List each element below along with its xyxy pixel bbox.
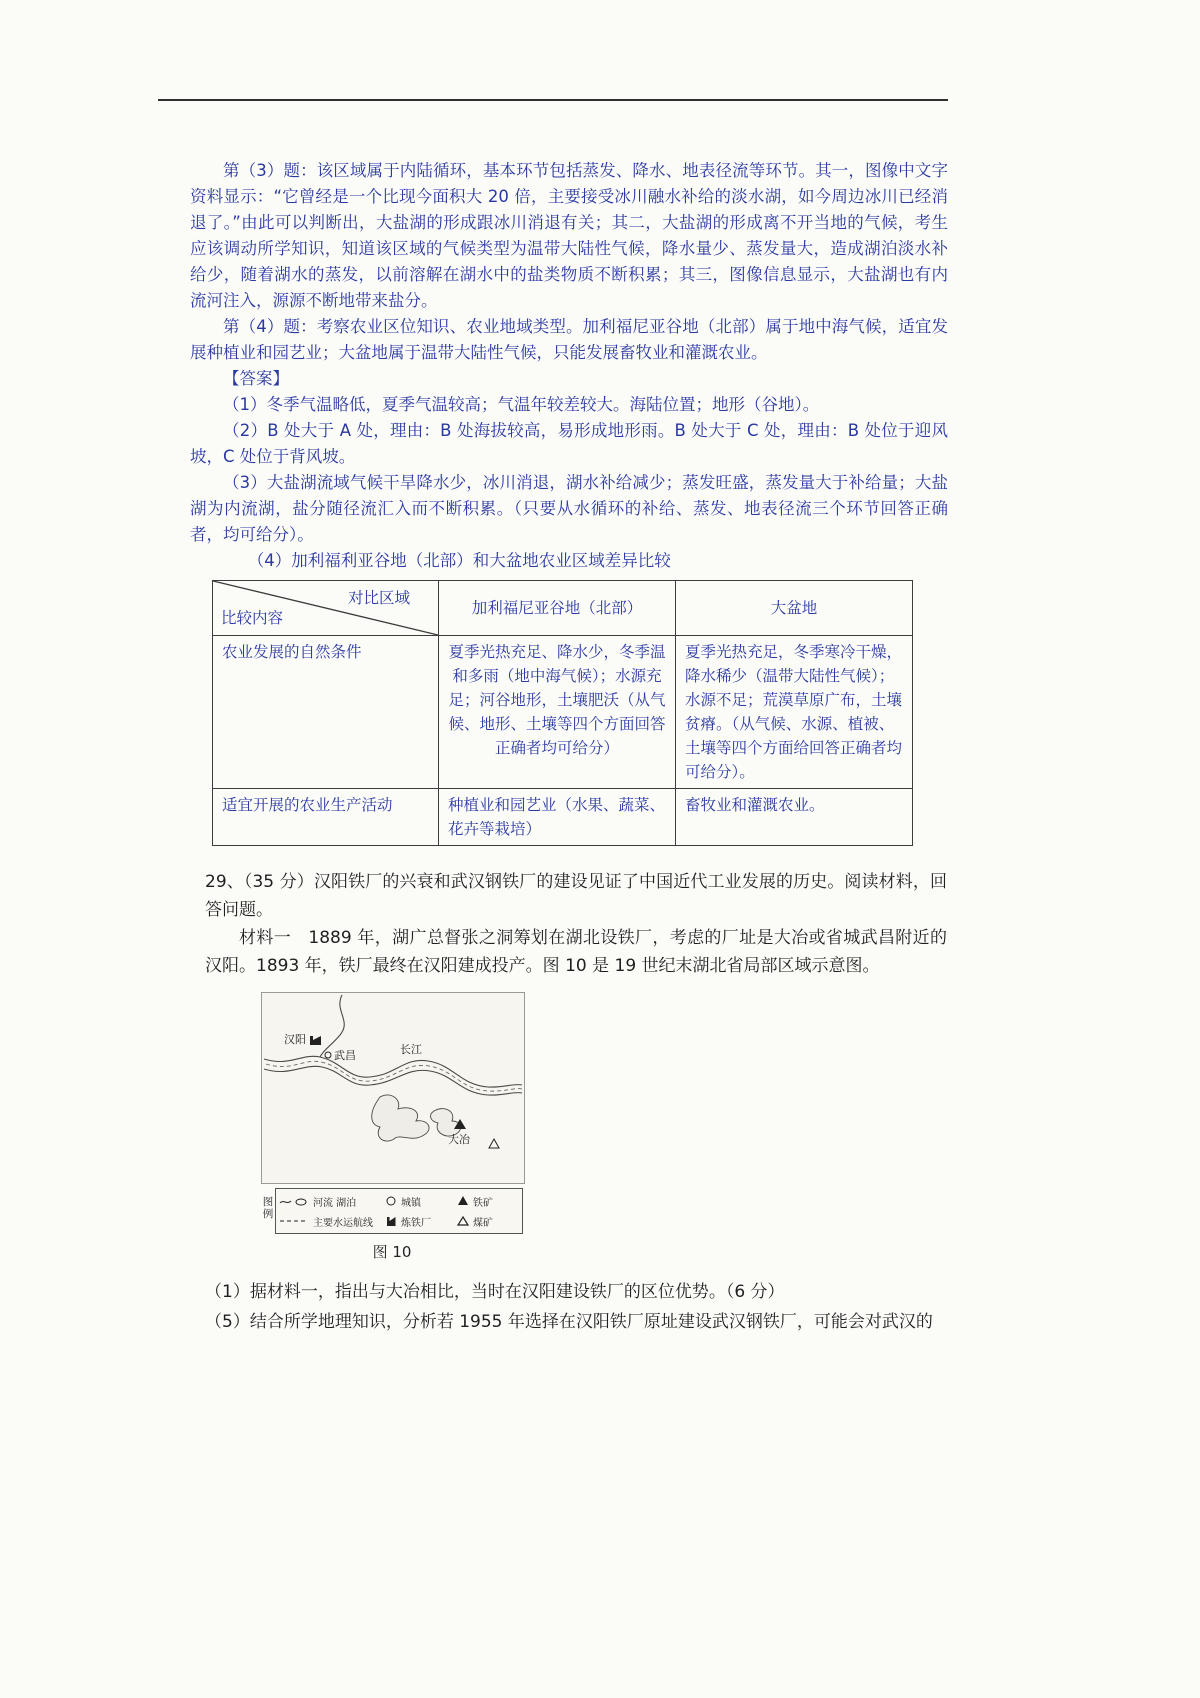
figure-10 — [261, 992, 525, 1262]
question-29-block — [205, 868, 947, 1336]
legend-item-waterway — [279, 1214, 385, 1229]
legend-box — [275, 1188, 523, 1234]
legend-label-waterway: 主要水运航线 — [313, 1217, 373, 1229]
comparison-table — [212, 580, 913, 846]
map-label-wuchang: 武昌 — [334, 1049, 356, 1062]
lake-cluster-2 — [431, 1109, 461, 1136]
question-29-stem: 29、（35 分）汉阳铁厂的兴衰和武汉钢铁厂的建设见证了中国近代工业发展的历史。阅读材料，回答问题。 — [205, 872, 947, 920]
map-label-daye: 大冶 — [448, 1133, 470, 1146]
question-29-material-1: 材料一 1889 年，湖广总督张之洞筹划在湖北设铁厂，考虑的厂址是大冶或省城武昌附近的汉阳。1893 年，铁厂最终在汉阳建成投产。图 10 是 19 世纪末湖北省局部区域示意图。 — [205, 928, 947, 976]
cell-california-natural-conditions: 夏季光热充足、降水少，冬季温和多雨（地中海气候）；水源充足；河谷地形，土壤肥沃（从气候、地形、土壤等四个方面回答正确者均可给分） — [439, 636, 676, 789]
legend-item-coal — [457, 1214, 519, 1229]
analysis-paragraph-q3: 第（3）题：该区域属于内陆循环，基本环节包括蒸发、降水、地表径流等环节。其一，图像中文字资料显示：“它曾经是一个比现今面积大 20 倍，主要接受冰川融水补给的淡水湖，如今周边冰川已经消退了。”由此可以判断出，大盐湖的形成跟冰川消退有关；其二，大盐湖的形成离不开当地的气候，考生应该调动所学知识，知道该区域的气候类型为温带大陆性气候，降水量少、蒸发量大，造成湖泊淡水补给少，随着湖水的蒸发，以前溶解在湖水中的盐类物质不断积累；其三，图像信息显示，大盐湖也有内流河注入，源源不断地带来盐分。 — [190, 161, 948, 310]
table-header-great-basin: 大盆地 — [676, 581, 913, 636]
header-rule — [158, 99, 948, 101]
coal-symbol — [457, 1215, 469, 1227]
legend-item-river — [279, 1194, 385, 1209]
legend-item-ironworks — [385, 1214, 457, 1229]
answer-item-3: （3）大盐湖流域气候干旱降水少，冰川消退，湖水补给减少；蒸发旺盛，蒸发量大于补给量；大盐湖为内流湖，盐分随径流汇入而不断积累。（只要从水循环的补给、蒸发、地表径流三个环节回答正确者，均可给分）。 — [190, 473, 948, 544]
coal-marker — [489, 1139, 499, 1148]
table-row-natural-conditions — [213, 636, 913, 789]
table-header-california-valley: 加利福尼亚谷地（北部） — [439, 581, 676, 636]
yangtze-river-north-bank — [264, 1056, 522, 1087]
lake-cluster — [372, 1095, 429, 1141]
han-river — [320, 995, 344, 1057]
ironworks-marker-hanyang — [310, 1036, 321, 1045]
legend-label-river: 河流 湖泊 — [313, 1197, 357, 1209]
figure-caption: 图 10 — [372, 1243, 412, 1261]
ironworks-symbol — [385, 1215, 397, 1227]
river-lake-symbol — [279, 1195, 309, 1207]
map-label-yangtze: 长江 — [400, 1043, 422, 1056]
cell-great-basin-activities: 畜牧业和灌溉农业。 — [676, 789, 913, 846]
town-marker-wuchang — [325, 1052, 331, 1058]
cell-great-basin-natural-conditions: 夏季光热充足，冬季寒冷干燥，降水稀少（温带大陆性气候）；水源不足；荒漠草原广布，土壤贫瘠。（从气候、水源、植被、土壤等四个方面给回答正确者均可给分）。 — [676, 636, 913, 789]
map-label-hanyang: 汉阳 — [284, 1033, 306, 1046]
map-legend — [261, 1188, 523, 1234]
table-corner-cell — [213, 581, 439, 636]
waterway-symbol — [279, 1215, 309, 1227]
legend-label-ironworks: 炼铁厂 — [401, 1217, 431, 1229]
page-content — [190, 158, 948, 1336]
question-1: （1）据材料一，指出与大冶相比，当时在汉阳建设铁厂的区位优势。（6 分） — [205, 1282, 785, 1302]
row-label-natural-conditions: 农业发展的自然条件 — [213, 636, 439, 789]
legend-label-town: 城镇 — [401, 1197, 421, 1209]
answer-item-4-title: （4）加利福利亚谷地（北部）和大盆地农业区域差异比较 — [247, 551, 671, 570]
cell-california-activities: 种植业和园艺业（水果、蔬菜、花卉等栽培） — [439, 789, 676, 846]
corner-label-content: 比较内容 — [221, 609, 284, 627]
table-row-agriculture-activities — [213, 789, 913, 846]
legend-label-coal: 煤矿 — [473, 1217, 493, 1229]
table-header-row — [213, 581, 913, 636]
row-label-agriculture-activities: 适宜开展的农业生产活动 — [213, 789, 439, 846]
answer-item-1: （1）冬季气温略低，夏季气温较高；气温年较差较大。海陆位置；地形（谷地）。 — [223, 395, 820, 414]
legend-item-town — [385, 1194, 457, 1209]
hubei-region-map — [261, 992, 525, 1184]
town-symbol — [385, 1195, 397, 1207]
answer-item-2: （2）B 处大于 A 处，理由：B 处海拔较高，易形成地形雨。B 处大于 C 处，理由：B 处位于迎风坡，C 处位于背风坡。 — [190, 421, 948, 466]
question-5: （5）结合所学地理知识，分析若 1955 年选择在汉阳铁厂原址建设武汉钢铁厂，可能会对武汉的 — [205, 1312, 933, 1332]
legend-label-iron-ore: 铁矿 — [473, 1197, 493, 1209]
analysis-paragraph-q4: 第（4）题：考察农业区位知识、农业地域类型。加利福尼亚谷地（北部）属于地中海气候，适宜发展种植业和园艺业；大盆地属于温带大陆性气候，只能发展畜牧业和灌溉农业。 — [190, 317, 948, 362]
legend-title: 图例 — [262, 1196, 274, 1220]
iron-ore-symbol — [457, 1195, 469, 1207]
corner-label-region: 对比区域 — [347, 589, 410, 607]
answer-heading: 【答案】 — [223, 369, 289, 388]
legend-item-iron-ore — [457, 1194, 519, 1209]
